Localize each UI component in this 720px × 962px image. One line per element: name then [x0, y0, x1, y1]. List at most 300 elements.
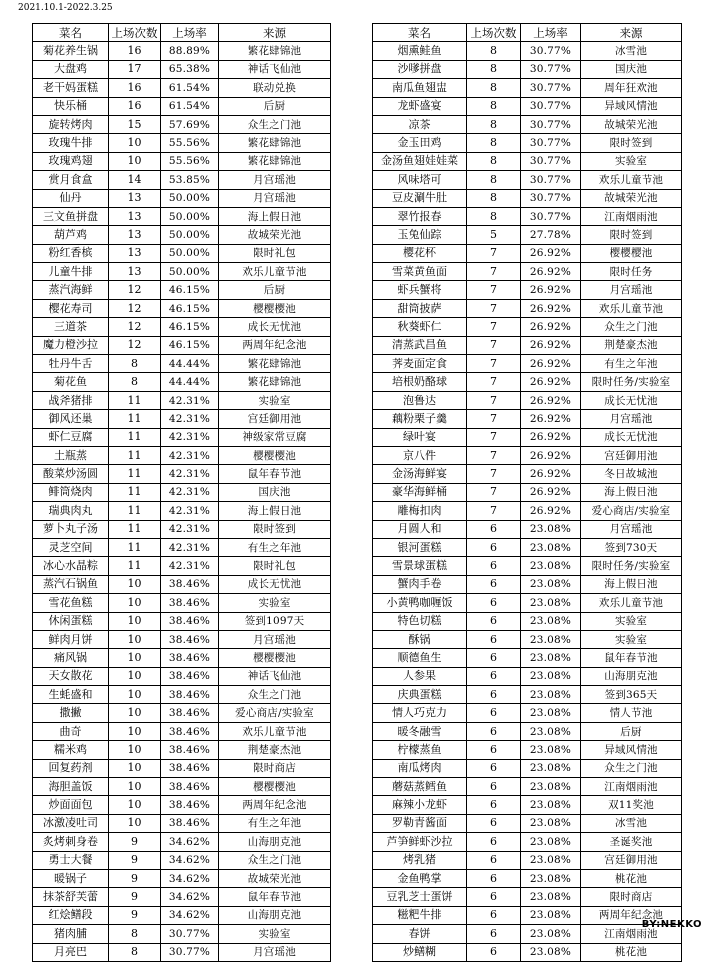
appearance-count-cell: 11: [109, 446, 161, 464]
appearance-count-cell: 10: [109, 594, 161, 612]
source-cell: 月宫瑶池: [219, 943, 331, 961]
table-header-row: [373, 24, 682, 42]
source-cell: 月宫瑶池: [219, 630, 331, 648]
source-cell: 有生之年池: [581, 355, 682, 373]
table-row: [373, 538, 682, 556]
table-body-right: [373, 42, 682, 962]
dish-name-cell: 南瓜鱼翅盅: [373, 79, 467, 97]
source-cell: 海上假日池: [219, 502, 331, 520]
table-row: [373, 299, 682, 317]
appearance-count-cell: 10: [109, 778, 161, 796]
table-row: [33, 612, 331, 630]
dish-name-cell: 酸菜炒汤圆: [33, 465, 109, 483]
dish-name-cell: 仙丹: [33, 189, 109, 207]
dish-name-cell: 绿叶宴: [373, 428, 467, 446]
table-row: [373, 943, 682, 961]
table-row: [33, 281, 331, 299]
dish-name-cell: 月圆人和: [373, 520, 467, 538]
source-cell: 有生之年池: [219, 814, 331, 832]
source-cell: 繁花肆锦池: [219, 42, 331, 60]
source-cell: 两周年纪念池: [581, 906, 682, 924]
appearance-count-cell: 6: [467, 814, 521, 832]
table-row: [33, 134, 331, 152]
appearance-count-cell: 6: [467, 759, 521, 777]
appearance-rate-cell: 23.08%: [521, 594, 581, 612]
appearance-rate-cell: 55.56%: [161, 152, 219, 170]
appearance-rate-cell: 23.08%: [521, 869, 581, 887]
appearance-rate-cell: 38.46%: [161, 704, 219, 722]
dish-name-cell: 芦笋鲜虾沙拉: [373, 833, 467, 851]
source-cell: 爱心商店/实验室: [219, 704, 331, 722]
source-cell: 鼠年春节池: [581, 649, 682, 667]
source-cell: 荆楚豪杰池: [219, 741, 331, 759]
appearance-count-cell: 8: [467, 97, 521, 115]
source-cell: 限时商店: [581, 888, 682, 906]
appearance-rate-cell: 42.31%: [161, 557, 219, 575]
table-row: [373, 171, 682, 189]
source-cell: 繁花肆锦池: [219, 152, 331, 170]
dish-name-cell: 甜筒披萨: [373, 299, 467, 317]
table-row: [373, 796, 682, 814]
appearance-rate-cell: 23.08%: [521, 759, 581, 777]
source-cell: 繁花肆锦池: [219, 355, 331, 373]
appearance-count-cell: 10: [109, 612, 161, 630]
dish-name-cell: 炒面面包: [33, 796, 109, 814]
appearance-count-cell: 8: [467, 42, 521, 60]
appearance-count-cell: 6: [467, 925, 521, 943]
appearance-count-cell: 10: [109, 722, 161, 740]
ranking-table-left: [32, 23, 331, 962]
source-cell: 国庆池: [581, 60, 682, 78]
table-row: [33, 906, 331, 924]
table-row: [33, 318, 331, 336]
appearance-count-cell: 11: [109, 428, 161, 446]
source-cell: 限时任务/实验室: [581, 557, 682, 575]
table-row: [33, 686, 331, 704]
source-cell: 成长无忧池: [219, 575, 331, 593]
table-row: [33, 741, 331, 759]
appearance-count-cell: 7: [467, 318, 521, 336]
dish-name-cell: 菊花鱼: [33, 373, 109, 391]
dish-name-cell: 旋转烤肉: [33, 115, 109, 133]
appearance-rate-cell: 30.77%: [521, 152, 581, 170]
dish-name-cell: 蒸汽海鲜: [33, 281, 109, 299]
dish-name-cell: 藕粉栗子羹: [373, 410, 467, 428]
dish-name-cell: 蘑菇蒸鳕鱼: [373, 778, 467, 796]
source-cell: 限时礼包: [219, 557, 331, 575]
table-row: [373, 134, 682, 152]
dish-name-cell: 麻辣小龙虾: [373, 796, 467, 814]
source-cell: 签到1097天: [219, 612, 331, 630]
table-row: [33, 704, 331, 722]
appearance-count-cell: 8: [467, 171, 521, 189]
dish-name-cell: 御风还巢: [33, 410, 109, 428]
appearance-count-cell: 7: [467, 428, 521, 446]
dish-name-cell: 三文鱼拼盘: [33, 207, 109, 225]
source-cell: 故城荣光池: [581, 189, 682, 207]
appearance-rate-cell: 30.77%: [521, 207, 581, 225]
appearance-rate-cell: 46.15%: [161, 318, 219, 336]
table-row: [373, 502, 682, 520]
dish-name-cell: 特色切糕: [373, 612, 467, 630]
header-appearance-count: 上场次数: [109, 24, 161, 42]
appearance-count-cell: 8: [109, 925, 161, 943]
dish-name-cell: 烤乳猪: [373, 851, 467, 869]
table-row: [33, 833, 331, 851]
table-row: [33, 226, 331, 244]
dish-name-cell: 樱花杯: [373, 244, 467, 262]
table-row: [33, 446, 331, 464]
dish-name-cell: 葫芦鸡: [33, 226, 109, 244]
header-dish-name: 菜名: [373, 24, 467, 42]
table-row: [33, 796, 331, 814]
appearance-rate-cell: 23.08%: [521, 814, 581, 832]
appearance-count-cell: 10: [109, 667, 161, 685]
appearance-rate-cell: 38.46%: [161, 594, 219, 612]
dish-name-cell: 雪菜黄鱼面: [373, 263, 467, 281]
header-appearance-rate: 上场率: [521, 24, 581, 42]
appearance-count-cell: 13: [109, 263, 161, 281]
appearance-rate-cell: 65.38%: [161, 60, 219, 78]
appearance-rate-cell: 23.08%: [521, 649, 581, 667]
table-row: [33, 778, 331, 796]
appearance-rate-cell: 26.92%: [521, 336, 581, 354]
table-row: [33, 410, 331, 428]
dish-name-cell: 痛风锅: [33, 649, 109, 667]
source-cell: 两周年纪念池: [219, 336, 331, 354]
table-row: [33, 373, 331, 391]
appearance-rate-cell: 50.00%: [161, 263, 219, 281]
dish-name-cell: 玉兔仙踪: [373, 226, 467, 244]
dish-name-cell: 荠麦面定食: [373, 355, 467, 373]
source-cell: 限时商店: [219, 759, 331, 777]
dish-name-cell: 海胆盖饭: [33, 778, 109, 796]
appearance-rate-cell: 38.46%: [161, 741, 219, 759]
table-row: [33, 520, 331, 538]
source-cell: 联动兑换: [219, 79, 331, 97]
appearance-rate-cell: 42.31%: [161, 538, 219, 556]
source-cell: 限时签到: [219, 520, 331, 538]
appearance-count-cell: 11: [109, 538, 161, 556]
table-row: [373, 814, 682, 832]
dish-name-cell: 小黄鸭咖喱饭: [373, 594, 467, 612]
dish-name-cell: 银河蛋糕: [373, 538, 467, 556]
appearance-rate-cell: 38.46%: [161, 759, 219, 777]
header-appearance-count: 上场次数: [467, 24, 521, 42]
table-row: [33, 649, 331, 667]
table-row: [373, 79, 682, 97]
dish-name-cell: 抹茶舒芙蕾: [33, 888, 109, 906]
appearance-count-cell: 17: [109, 60, 161, 78]
source-cell: 宫廷御用池: [581, 851, 682, 869]
dish-name-cell: 牡丹牛舌: [33, 355, 109, 373]
source-cell: 众生之门池: [581, 759, 682, 777]
table-row: [33, 722, 331, 740]
table-row: [33, 189, 331, 207]
table-row: [33, 502, 331, 520]
appearance-rate-cell: 34.62%: [161, 833, 219, 851]
table-row: [373, 465, 682, 483]
dish-name-cell: 灵芝空间: [33, 538, 109, 556]
dish-name-cell: 糍粑牛排: [373, 906, 467, 924]
table-row: [33, 263, 331, 281]
appearance-rate-cell: 50.00%: [161, 244, 219, 262]
appearance-count-cell: 12: [109, 336, 161, 354]
appearance-rate-cell: 42.31%: [161, 410, 219, 428]
appearance-rate-cell: 42.31%: [161, 391, 219, 409]
appearance-count-cell: 6: [467, 594, 521, 612]
source-cell: 神级家常豆腐: [219, 428, 331, 446]
appearance-count-cell: 7: [467, 446, 521, 464]
dish-name-cell: 酥锅: [373, 630, 467, 648]
appearance-count-cell: 8: [467, 115, 521, 133]
appearance-rate-cell: 38.46%: [161, 630, 219, 648]
appearance-rate-cell: 23.08%: [521, 833, 581, 851]
table-row: [33, 814, 331, 832]
appearance-count-cell: 6: [467, 851, 521, 869]
source-cell: 故城荣光池: [219, 869, 331, 887]
appearance-count-cell: 8: [109, 373, 161, 391]
table-row: [33, 538, 331, 556]
source-cell: 后厨: [219, 281, 331, 299]
source-cell: 樱樱樱池: [219, 446, 331, 464]
dish-name-cell: 冰激凌吐司: [33, 814, 109, 832]
source-cell: 月宫瑶池: [581, 520, 682, 538]
appearance-rate-cell: 27.78%: [521, 226, 581, 244]
appearance-count-cell: 6: [467, 612, 521, 630]
dish-name-cell: 凉茶: [373, 115, 467, 133]
dish-name-cell: 战斧猪排: [33, 391, 109, 409]
appearance-count-cell: 10: [109, 134, 161, 152]
table-body-left: [33, 42, 331, 962]
date-range: 2021.10.1-2022.3.25: [18, 3, 113, 13]
appearance-count-cell: 7: [467, 263, 521, 281]
appearance-count-cell: 7: [467, 281, 521, 299]
table-row: [33, 171, 331, 189]
appearance-count-cell: 9: [109, 888, 161, 906]
appearance-count-cell: 11: [109, 391, 161, 409]
appearance-count-cell: 8: [467, 207, 521, 225]
dish-name-cell: 玫瑰鸡翅: [33, 152, 109, 170]
table-row: [373, 318, 682, 336]
appearance-rate-cell: 23.08%: [521, 575, 581, 593]
table-row: [373, 869, 682, 887]
appearance-rate-cell: 38.46%: [161, 667, 219, 685]
dish-name-cell: 生蚝盛和: [33, 686, 109, 704]
appearance-count-cell: 6: [467, 778, 521, 796]
source-cell: 实验室: [219, 594, 331, 612]
appearance-count-cell: 10: [109, 575, 161, 593]
dish-name-cell: 冰心水晶粽: [33, 557, 109, 575]
source-cell: 鼠年春节池: [219, 465, 331, 483]
dish-name-cell: 三道茶: [33, 318, 109, 336]
appearance-count-cell: 6: [467, 833, 521, 851]
source-cell: 山海朋克池: [219, 906, 331, 924]
table-row: [33, 851, 331, 869]
table-row: [373, 115, 682, 133]
appearance-count-cell: 10: [109, 686, 161, 704]
appearance-rate-cell: 23.08%: [521, 796, 581, 814]
source-cell: 鼠年春节池: [219, 888, 331, 906]
source-cell: 樱樱樱池: [219, 778, 331, 796]
dish-name-cell: 儿童牛排: [33, 263, 109, 281]
appearance-count-cell: 6: [467, 741, 521, 759]
appearance-rate-cell: 26.92%: [521, 465, 581, 483]
appearance-count-cell: 6: [467, 869, 521, 887]
dish-name-cell: 雪花鱼糕: [33, 594, 109, 612]
source-cell: 圣诞奖池: [581, 833, 682, 851]
appearance-rate-cell: 30.77%: [521, 189, 581, 207]
source-cell: 故城荣光池: [219, 226, 331, 244]
dish-name-cell: 豆乳芝士蛋饼: [373, 888, 467, 906]
source-cell: 冰雪池: [581, 42, 682, 60]
source-cell: 欢乐儿童节池: [219, 263, 331, 281]
source-cell: 荆楚豪杰池: [581, 336, 682, 354]
dish-name-cell: 泡鲁达: [373, 391, 467, 409]
dish-name-cell: 虾兵蟹将: [373, 281, 467, 299]
source-cell: 欢乐儿童节池: [581, 299, 682, 317]
table-row: [373, 630, 682, 648]
dish-name-cell: 沙嗲拼盘: [373, 60, 467, 78]
appearance-count-cell: 8: [467, 152, 521, 170]
source-cell: 月宫瑶池: [219, 171, 331, 189]
appearance-rate-cell: 88.89%: [161, 42, 219, 60]
dish-name-cell: 炒鳝糊: [373, 943, 467, 961]
table-row: [33, 428, 331, 446]
dish-name-cell: 蟹肉手卷: [373, 575, 467, 593]
table-row: [373, 612, 682, 630]
appearance-rate-cell: 53.85%: [161, 171, 219, 189]
source-cell: 繁花肆锦池: [219, 134, 331, 152]
source-cell: 海上假日池: [219, 207, 331, 225]
table-row: [33, 483, 331, 501]
source-cell: 江南烟雨池: [581, 207, 682, 225]
table-row: [33, 42, 331, 60]
appearance-rate-cell: 23.08%: [521, 778, 581, 796]
source-cell: 欢乐儿童节池: [581, 594, 682, 612]
appearance-count-cell: 8: [467, 60, 521, 78]
appearance-count-cell: 13: [109, 244, 161, 262]
source-cell: 周年狂欢池: [581, 79, 682, 97]
dish-name-cell: 秋葵虾仁: [373, 318, 467, 336]
appearance-rate-cell: 23.08%: [521, 667, 581, 685]
appearance-rate-cell: 26.92%: [521, 391, 581, 409]
appearance-rate-cell: 44.44%: [161, 373, 219, 391]
appearance-count-cell: 8: [467, 189, 521, 207]
appearance-rate-cell: 26.92%: [521, 281, 581, 299]
header-appearance-rate: 上场率: [161, 24, 219, 42]
table-row: [373, 428, 682, 446]
appearance-count-cell: 6: [467, 888, 521, 906]
source-cell: 山海朋克池: [219, 833, 331, 851]
appearance-rate-cell: 44.44%: [161, 355, 219, 373]
source-cell: 双11奖池: [581, 796, 682, 814]
source-cell: 冰雪池: [581, 814, 682, 832]
appearance-rate-cell: 30.77%: [521, 79, 581, 97]
dish-name-cell: 虾仁豆腐: [33, 428, 109, 446]
appearance-rate-cell: 23.08%: [521, 520, 581, 538]
source-cell: 实验室: [219, 391, 331, 409]
appearance-count-cell: 11: [109, 557, 161, 575]
dish-name-cell: 暖冬融雪: [373, 722, 467, 740]
dish-name-cell: 月亮巴: [33, 943, 109, 961]
table-row: [373, 667, 682, 685]
table-row: [33, 152, 331, 170]
appearance-rate-cell: 30.77%: [521, 134, 581, 152]
source-cell: 众生之门池: [219, 115, 331, 133]
dish-name-cell: 人参果: [373, 667, 467, 685]
appearance-count-cell: 8: [467, 134, 521, 152]
appearance-rate-cell: 38.46%: [161, 796, 219, 814]
dish-name-cell: 勇士大餐: [33, 851, 109, 869]
appearance-count-cell: 8: [109, 943, 161, 961]
table-row: [373, 906, 682, 924]
source-cell: 樱樱樱池: [219, 649, 331, 667]
table-row: [373, 373, 682, 391]
source-cell: 爱心商店/实验室: [581, 502, 682, 520]
appearance-count-cell: 7: [467, 391, 521, 409]
appearance-rate-cell: 26.92%: [521, 502, 581, 520]
appearance-count-cell: 7: [467, 355, 521, 373]
appearance-rate-cell: 30.77%: [521, 42, 581, 60]
appearance-rate-cell: 26.92%: [521, 318, 581, 336]
table-row: [33, 79, 331, 97]
table-row: [373, 704, 682, 722]
appearance-rate-cell: 23.08%: [521, 722, 581, 740]
dish-name-cell: 春饼: [373, 925, 467, 943]
source-cell: 月宫瑶池: [581, 281, 682, 299]
table-row: [373, 594, 682, 612]
appearance-rate-cell: 57.69%: [161, 115, 219, 133]
appearance-rate-cell: 30.77%: [521, 97, 581, 115]
source-cell: 成长无忧池: [219, 318, 331, 336]
table-row: [33, 759, 331, 777]
appearance-count-cell: 11: [109, 502, 161, 520]
ranking-table-right: [372, 23, 682, 962]
dish-name-cell: 鲱筒烧肉: [33, 483, 109, 501]
table-row: [373, 152, 682, 170]
appearance-count-cell: 16: [109, 79, 161, 97]
table-row: [373, 226, 682, 244]
appearance-rate-cell: 38.46%: [161, 686, 219, 704]
source-cell: 国庆池: [219, 483, 331, 501]
dish-name-cell: 曲奇: [33, 722, 109, 740]
appearance-count-cell: 6: [467, 667, 521, 685]
appearance-rate-cell: 61.54%: [161, 79, 219, 97]
table-row: [33, 575, 331, 593]
table-row: [373, 189, 682, 207]
dish-name-cell: 金鱼鸭掌: [373, 869, 467, 887]
dish-name-cell: 南瓜烤肉: [373, 759, 467, 777]
dish-name-cell: 玫瑰牛排: [33, 134, 109, 152]
table-row: [373, 263, 682, 281]
appearance-count-cell: 6: [467, 630, 521, 648]
dish-name-cell: 土瓶蒸: [33, 446, 109, 464]
source-cell: 后厨: [581, 722, 682, 740]
source-cell: 樱樱樱池: [219, 299, 331, 317]
dish-name-cell: 粉红香槟: [33, 244, 109, 262]
dish-name-cell: 猪肉脯: [33, 925, 109, 943]
table-row: [373, 336, 682, 354]
appearance-count-cell: 7: [467, 465, 521, 483]
appearance-rate-cell: 50.00%: [161, 226, 219, 244]
source-cell: 宫廷御用池: [219, 410, 331, 428]
table-row: [373, 410, 682, 428]
header-source: 来源: [219, 24, 331, 42]
appearance-rate-cell: 26.92%: [521, 263, 581, 281]
dish-name-cell: 雕梅扣肉: [373, 502, 467, 520]
table-row: [373, 741, 682, 759]
